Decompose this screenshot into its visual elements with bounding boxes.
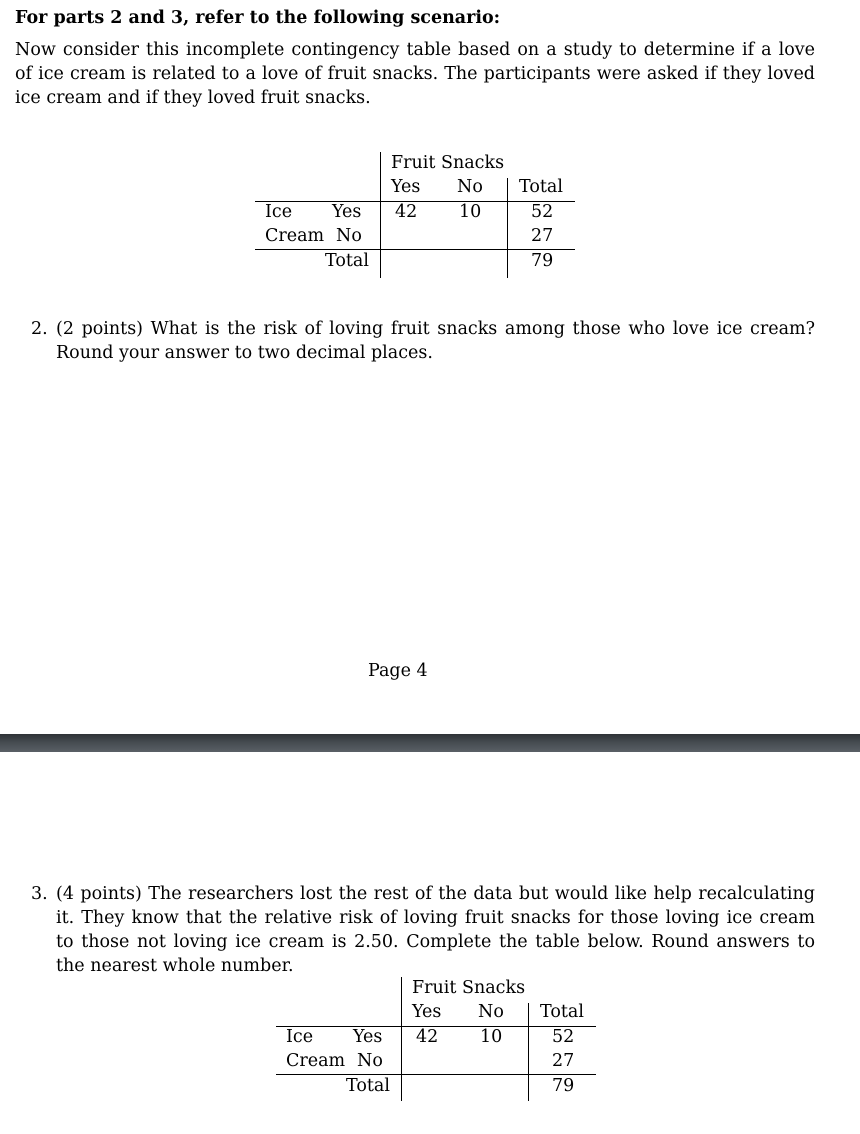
row-header-total: Total <box>346 1076 390 1096</box>
table-rule-total <box>255 249 575 250</box>
cell-grand-total: 79 <box>531 251 554 271</box>
table-divider-right <box>507 178 508 278</box>
col-header-no: No <box>457 177 483 197</box>
row-group-label-cream: Cream <box>265 226 325 246</box>
cell-yes-yes: 42 <box>416 1027 439 1047</box>
cell-yes-yes: 42 <box>395 202 418 222</box>
question-2-text: (2 points) What is the risk of loving fruit snacks among those who love ice cream? Round your answer to two decimal places. <box>56 319 815 363</box>
page-number: Page 4 <box>368 661 428 681</box>
scenario-text: Now consider this incomplete contingency table based on a study to determine if a love of ice cream is related to a love of fruit snacks. The participants were asked if they loved ice cream and if they loved fruit snacks. <box>15 40 815 108</box>
col-header-total: Total <box>519 177 563 197</box>
question-2 <box>31 317 815 365</box>
cell-no-total: 27 <box>531 226 554 246</box>
row-group-label-ice: Ice <box>286 1027 314 1047</box>
contingency-table-2 <box>271 975 601 1105</box>
table-divider-left <box>380 152 381 278</box>
row-header-yes: Yes <box>353 1027 383 1047</box>
table-divider-left <box>401 977 402 1101</box>
col-group-label: Fruit Snacks <box>391 153 505 173</box>
page-divider <box>0 734 860 752</box>
cell-yes-no: 10 <box>480 1027 503 1047</box>
cell-yes-no: 10 <box>459 202 482 222</box>
scenario-heading: For parts 2 and 3, refer to the following scenario: <box>15 8 501 28</box>
col-group-label: Fruit Snacks <box>412 978 526 998</box>
table-rule-total <box>276 1074 596 1075</box>
row-group-label-cream: Cream <box>286 1051 346 1071</box>
question-2-number: 2. <box>31 319 48 339</box>
cell-yes-total: 52 <box>552 1027 575 1047</box>
row-group-label-ice: Ice <box>265 202 293 222</box>
cell-yes-total: 52 <box>531 202 554 222</box>
cell-no-total: 27 <box>552 1051 575 1071</box>
table-divider-right <box>528 1003 529 1101</box>
row-header-no: No <box>336 226 362 246</box>
contingency-table-1 <box>250 150 580 280</box>
question-3 <box>31 882 815 978</box>
col-header-yes: Yes <box>412 1002 442 1022</box>
question-3-number: 3. <box>31 884 48 904</box>
question-3-text: (4 points) The researchers lost the rest of the data but would like help recalculating it. They know that the relative risk of loving fruit snacks for those loving ice cream to those not loving ice cream is 2.50. Complete the table below. Round answers to the nearest whole number. <box>56 884 815 976</box>
row-header-no: No <box>357 1051 383 1071</box>
row-header-total: Total <box>325 251 369 271</box>
row-header-yes: Yes <box>332 202 362 222</box>
col-header-no: No <box>478 1002 504 1022</box>
col-header-total: Total <box>540 1002 584 1022</box>
col-header-yes: Yes <box>391 177 421 197</box>
cell-grand-total: 79 <box>552 1076 575 1096</box>
